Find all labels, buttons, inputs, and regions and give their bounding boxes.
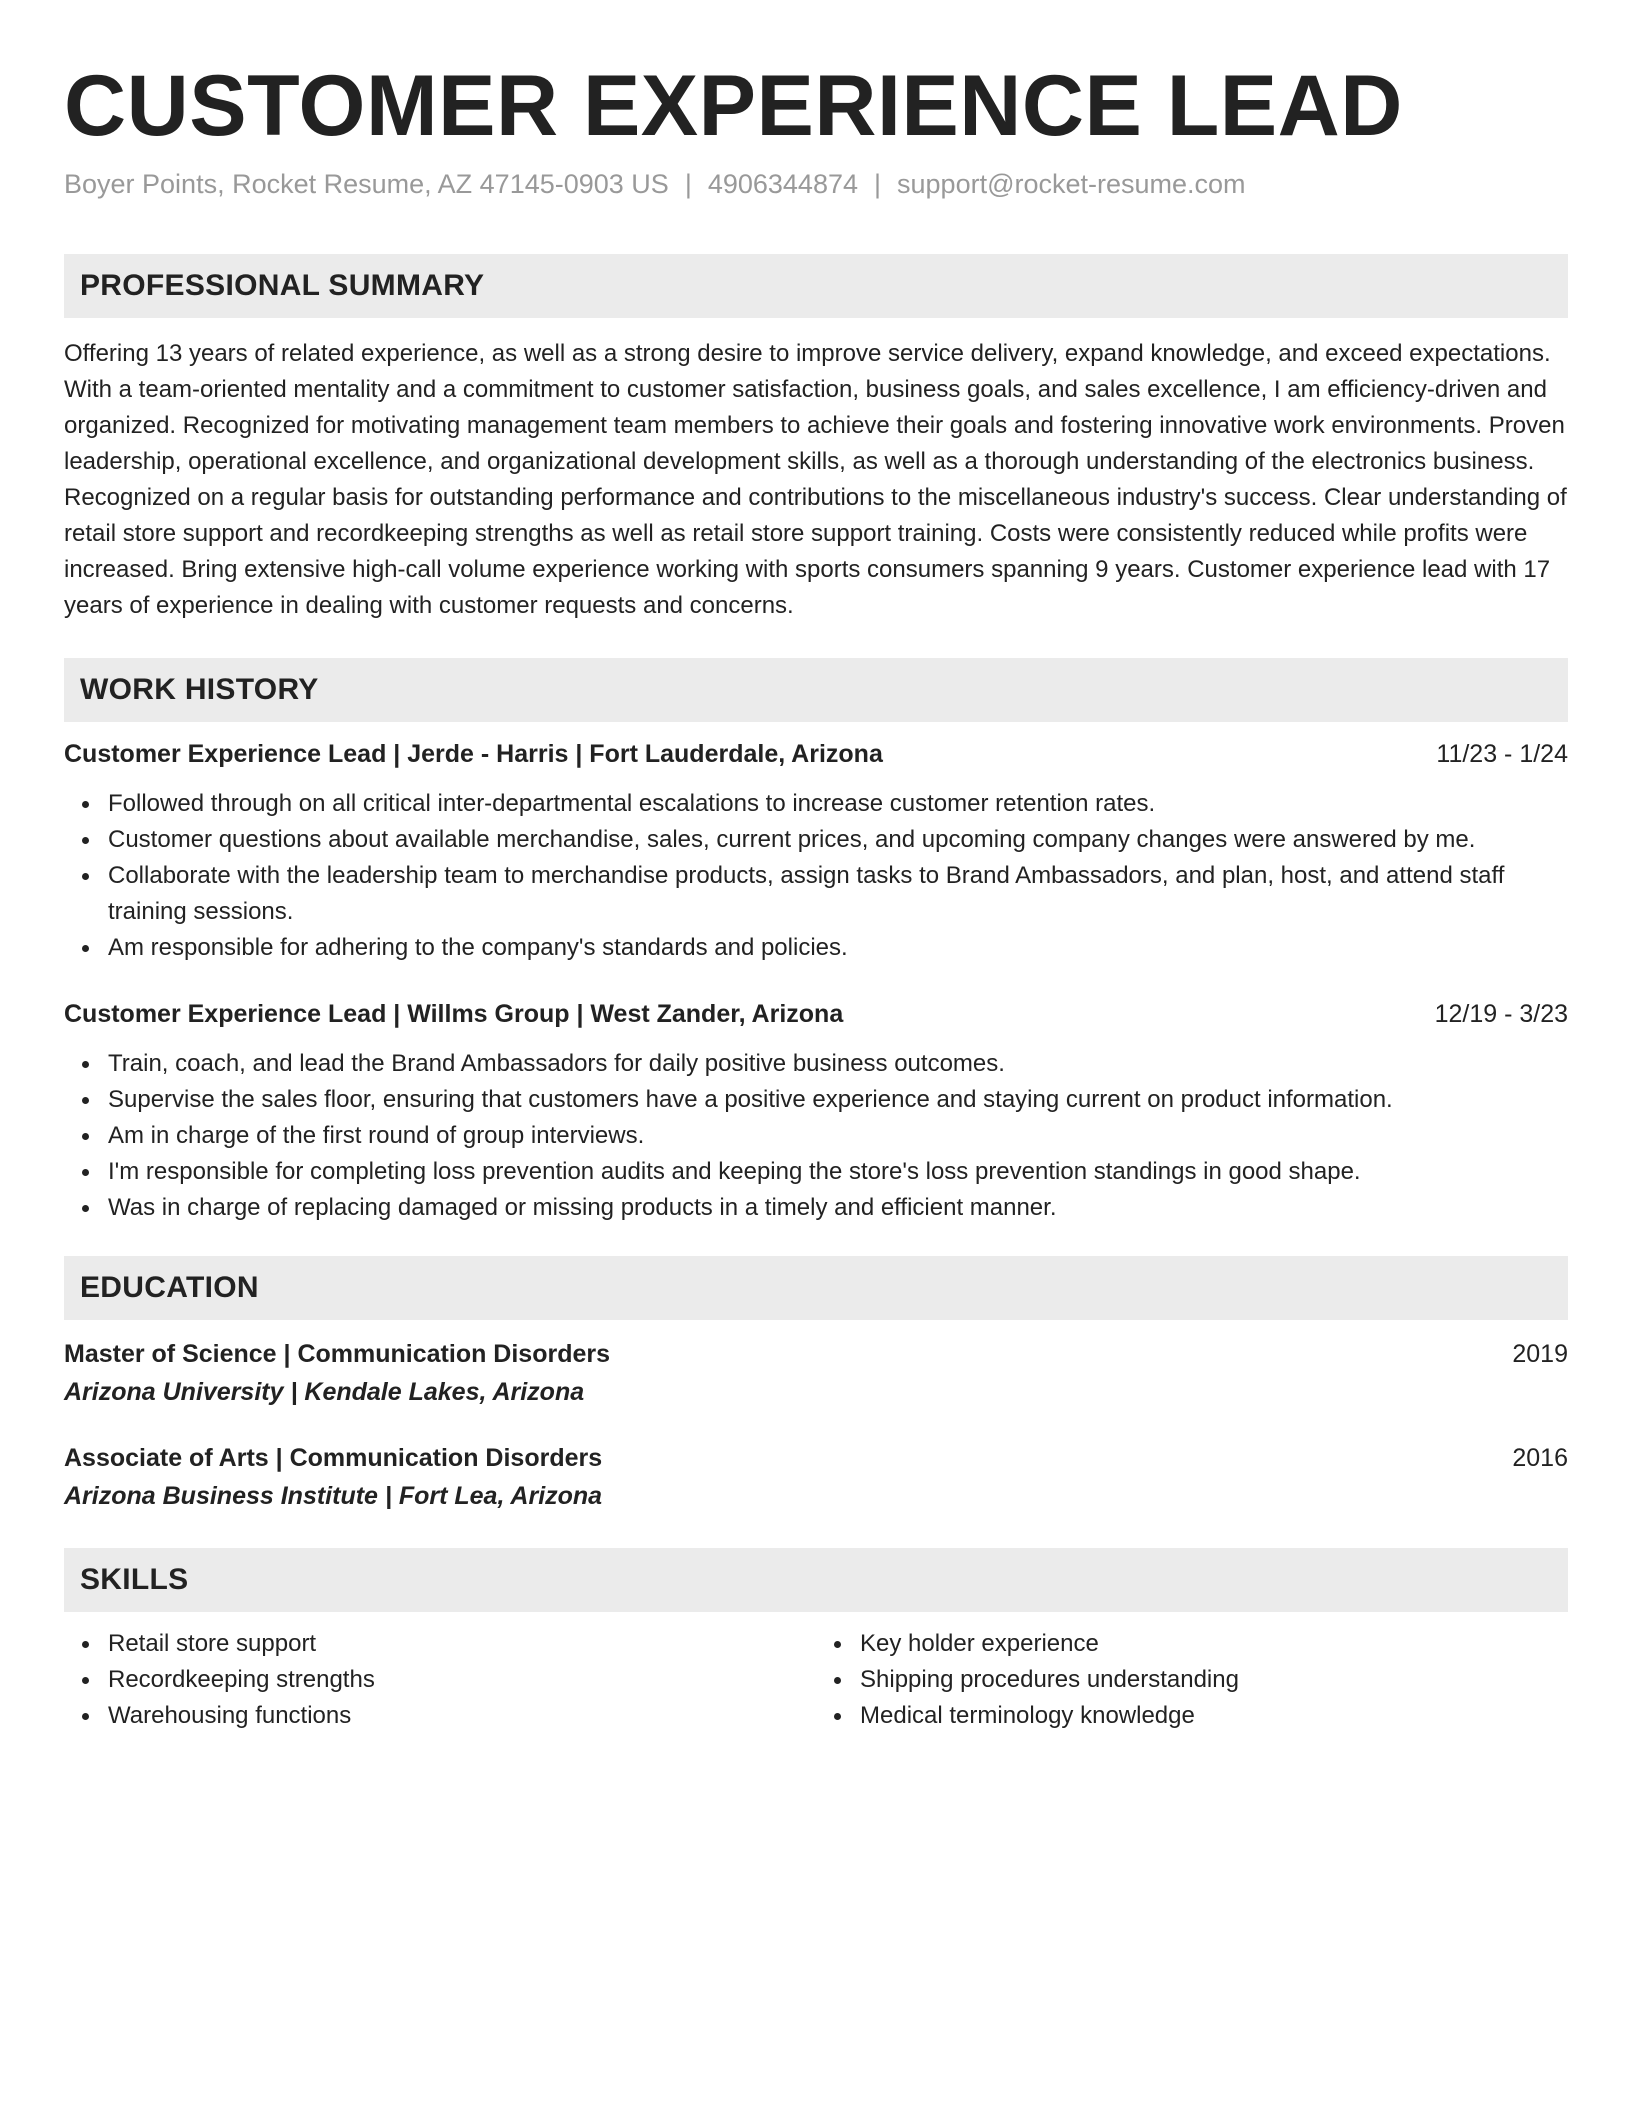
section-header-work-history: WORK HISTORY [64, 658, 1568, 722]
skills-column-left [64, 1626, 816, 1734]
job-bullets [64, 786, 1568, 966]
resume-page [64, 0, 1568, 1734]
section-header-summary: PROFESSIONAL SUMMARY [64, 254, 1568, 318]
education-header [64, 1336, 1568, 1372]
job-header [64, 996, 1568, 1032]
contact-line [64, 166, 1568, 202]
job-bullet: Am responsible for adhering to the company's standards and policies. [108, 930, 1568, 966]
summary-text: Offering 13 years of related experience, as well as a strong desire to improve service delivery, expand knowledge, and exceed expectations. With a team-oriented mentality and a commitment to customer satisfaction, business goals, and sales excellence, I am efficiency-driven and organized. Recognized for motivating management team members to achieve their goals and fostering innovative work environments. Proven leadership, operational excellence, and organizational development skills, as well as a thorough understanding of the electronics business. Recognized on a regular basis for outstanding performance and contributions to the miscellaneous industry's success. Clear understanding of retail store support and recordkeeping strengths as well as retail store support training. Costs were consistently reduced while profits were increased. Bring extensive high-call volume experience working with sports consumers spanning 9 years. Customer experience lead with 17 years of experience in dealing with customer requests and concerns. [64, 340, 1567, 619]
job-dates: 11/23 - 1/24 [1436, 740, 1568, 768]
skills-list [64, 1626, 1568, 1734]
job-bullet: Was in charge of replacing damaged or missing products in a timely and efficient manner. [108, 1190, 1568, 1226]
contact-separator: | [874, 169, 882, 199]
skill-item: Shipping procedures understanding [860, 1662, 1568, 1698]
job-header [64, 736, 1568, 772]
contact-address: Boyer Points, Rocket Resume, AZ 47145-0903 US [64, 169, 669, 199]
education-header [64, 1440, 1568, 1476]
resume-name: CUSTOMER EXPERIENCE LEAD [64, 58, 1403, 154]
education-entry [64, 1440, 1568, 1516]
skill-item: Key holder experience [860, 1626, 1568, 1662]
section-header-education: EDUCATION [64, 1256, 1568, 1320]
job-entry [64, 996, 1568, 1226]
job-dates: 12/19 - 3/23 [1434, 1000, 1568, 1028]
education-school: Arizona Business Institute | Fort Lea, Arizona [64, 1482, 603, 1510]
job-title: Customer Experience Lead | Willms Group | West Zander, Arizona [64, 1000, 844, 1028]
job-bullet: Customer questions about available merchandise, sales, current prices, and upcoming company changes were answered by me. [108, 822, 1568, 858]
skill-item: Retail store support [108, 1626, 816, 1662]
education-degree: Associate of Arts | Communication Disorders [64, 1444, 603, 1472]
skills-column-right [816, 1626, 1568, 1734]
job-bullet: Collaborate with the leadership team to merchandise products, assign tasks to Brand Ambassadors, and plan, host, and attend staff training sessions. [108, 858, 1568, 930]
job-bullets [64, 1046, 1568, 1226]
skill-item: Warehousing functions [108, 1698, 816, 1734]
skill-item: Recordkeeping strengths [108, 1662, 816, 1698]
education-entry [64, 1336, 1568, 1412]
job-bullet: Supervise the sales floor, ensuring that customers have a positive experience and staying current on product information. [108, 1082, 1568, 1118]
job-entry [64, 736, 1568, 966]
education-school: Arizona University | Kendale Lakes, Arizona [64, 1378, 585, 1406]
job-bullet: Followed through on all critical inter-departmental escalations to increase customer retention rates. [108, 786, 1568, 822]
education-degree: Master of Science | Communication Disorders [64, 1340, 611, 1368]
job-bullet: Am in charge of the first round of group interviews. [108, 1118, 1568, 1154]
education-year: 2019 [1512, 1340, 1568, 1368]
section-header-skills: SKILLS [64, 1548, 1568, 1612]
contact-separator: | [684, 169, 692, 199]
contact-phone: 4906344874 [707, 169, 858, 199]
job-bullet: Train, coach, and lead the Brand Ambassadors for daily positive business outcomes. [108, 1046, 1568, 1082]
job-title: Customer Experience Lead | Jerde - Harris | Fort Lauderdale, Arizona [64, 740, 883, 768]
contact-email: support@rocket-resume.com [897, 169, 1246, 199]
skill-item: Medical terminology knowledge [860, 1698, 1568, 1734]
education-year: 2016 [1512, 1444, 1568, 1472]
job-bullet: I'm responsible for completing loss prevention audits and keeping the store's loss prevention standings in good shape. [108, 1154, 1568, 1190]
